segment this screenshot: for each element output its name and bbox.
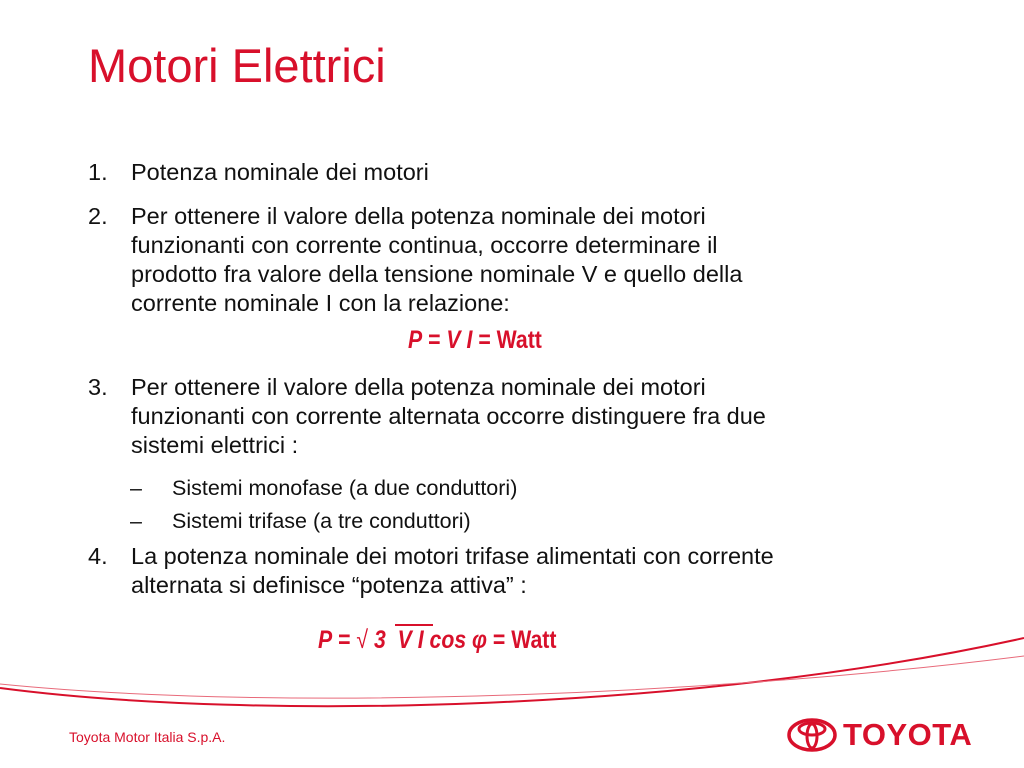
toyota-wordmark: TOYOTA — [843, 717, 973, 752]
list-text-line: sistemi elettrici : — [131, 432, 299, 458]
list-text-line: prodotto fra valore della tensione nominale V e quello della — [131, 261, 743, 287]
sub-list-dash: – — [130, 476, 142, 500]
red-swoosh-decoration — [0, 630, 1024, 720]
formula-result: = Watt — [487, 626, 557, 654]
footer-company-name: Toyota Motor Italia S.p.A. — [69, 729, 226, 745]
list-text-line: corrente nominale I con la relazione: — [131, 290, 510, 316]
sub-list-dash: – — [130, 509, 142, 533]
page-title: Motori Elettrici — [88, 39, 386, 92]
list-number: 3. — [88, 374, 108, 400]
formula-symbol-i: I — [466, 326, 473, 354]
formula-vi-cos: V I cos φ — [397, 626, 488, 654]
sub-list-text: Sistemi monofase (a due conduttori) — [172, 476, 518, 500]
sqrt-icon: √ — [356, 626, 369, 654]
list-number: 1. — [88, 159, 108, 185]
sub-list-text: Sistemi trifase (a tre conduttori) — [172, 509, 471, 533]
toyota-emblem-icon — [787, 718, 837, 752]
formula-symbol-p: P — [318, 626, 333, 654]
list-number: 4. — [88, 543, 108, 569]
formula-result: = Watt — [472, 326, 542, 354]
formula-power-dc — [408, 326, 542, 355]
formula-equals: = — [422, 326, 447, 354]
formula-symbol-v: V — [446, 326, 461, 354]
list-text-line: funzionanti con corrente continua, occorre determinare il — [131, 232, 718, 258]
list-text-line: Per ottenere il valore della potenza nominale dei motori — [131, 203, 706, 229]
list-number: 2. — [88, 203, 108, 229]
list-text-line: alternata si definisce “potenza attiva” : — [131, 572, 527, 598]
list-text-line: La potenza nominale dei motori trifase alimentati con corrente — [131, 543, 774, 569]
list-text-line: funzionanti con corrente alternata occorre distinguere fra due — [131, 403, 766, 429]
formula-number-three: 3 — [373, 626, 386, 654]
formula-equals: = — [332, 626, 357, 654]
list-text-line: Per ottenere il valore della potenza nominale dei motori — [131, 374, 706, 400]
list-text-line: Potenza nominale dei motori — [131, 159, 429, 185]
formula-symbol-p: P — [408, 326, 423, 354]
